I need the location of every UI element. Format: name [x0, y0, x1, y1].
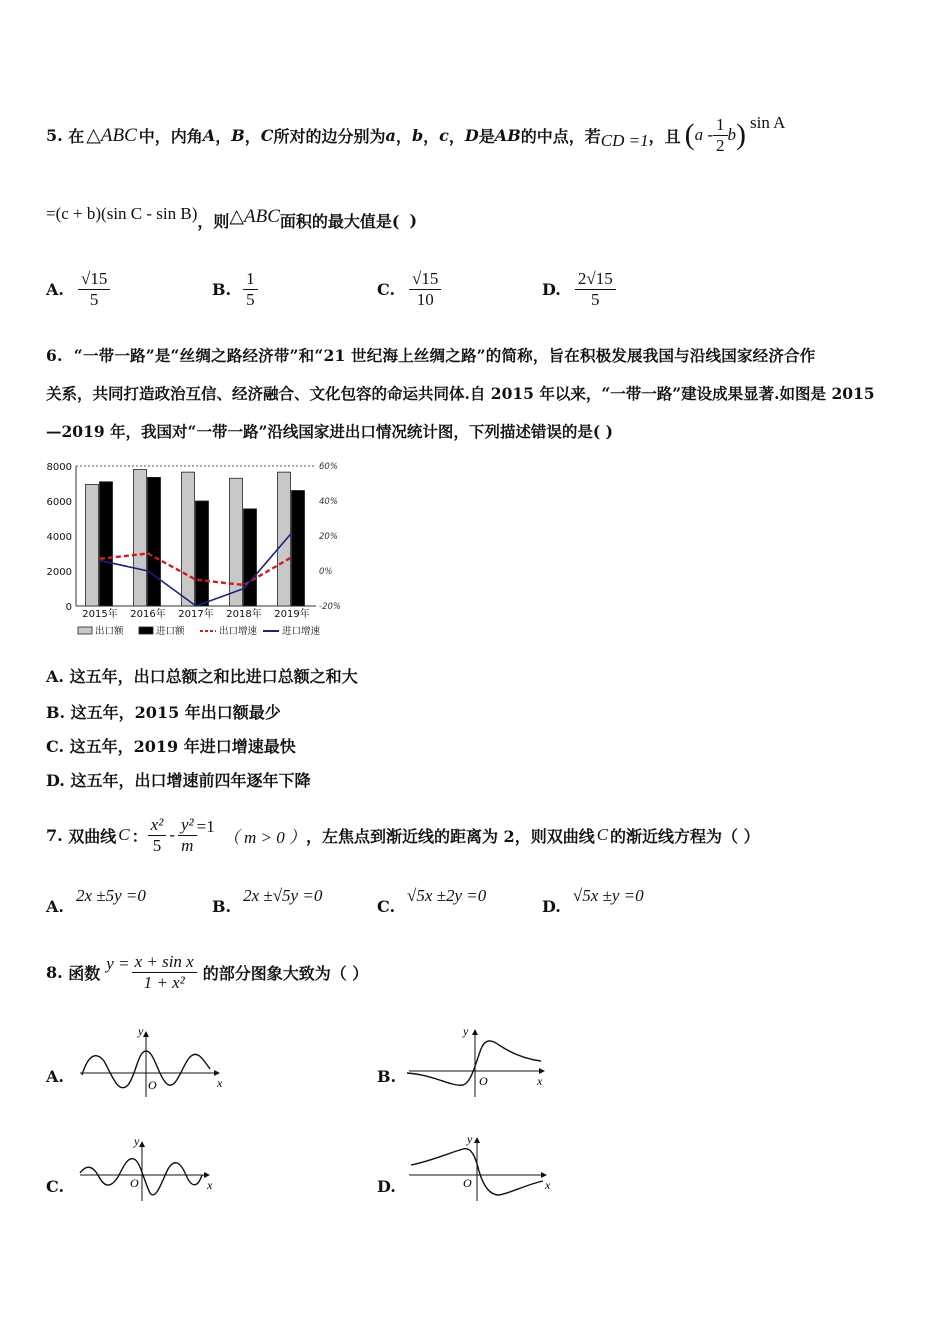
right-tick-label: 0% — [319, 567, 333, 577]
q6-option-c[interactable]: C. 这五年，2019 年进口增速最快 — [46, 737, 296, 756]
bar-import — [196, 501, 209, 606]
q7-option-c[interactable]: C. √5x ±2y =0 — [377, 886, 487, 916]
q5-option-b[interactable]: B. $\frac{1}{5}$ — [212, 262, 258, 316]
svg-text:O: O — [463, 1176, 472, 1190]
q5-cd-condition: CD =1 — [600, 131, 649, 150]
graph-curve — [407, 1041, 541, 1085]
trade-chart-svg — [40, 456, 350, 646]
q8-option-b[interactable]: B. y x O — [377, 1025, 577, 1105]
graph-d-svg — [405, 1135, 555, 1215]
right-tick-label: 40% — [319, 497, 338, 507]
q7-x-fraction: $\frac{\text{x²}}{5}$ — [148, 815, 167, 855]
q6-option-b[interactable]: B. 这五年，2015 年出口额最少 — [46, 703, 281, 722]
svg-text:y: y — [463, 1025, 469, 1038]
q7-option-d[interactable]: D. √5x ±y =0 — [542, 886, 644, 916]
svg-text:y: y — [138, 1025, 144, 1038]
left-tick-label: 6000 — [46, 497, 72, 508]
y-arrow-icon — [139, 1141, 145, 1147]
q7-options — [46, 880, 686, 920]
bar-import — [100, 482, 113, 606]
q5-triangle: △ABC — [86, 124, 137, 146]
q8-line: 8. 函数 y = $\frac{\text{x + sin x}}{\text{1 + x²}}$ 的部分图象大致为（ ） — [46, 951, 369, 992]
legend-swatch — [139, 627, 153, 634]
graph-c-svg — [76, 1135, 226, 1215]
x-tick-label: 2015年 — [82, 609, 118, 620]
bar-import — [292, 491, 305, 607]
q6-option-d[interactable]: D. 这五年，出口增速前四年逐年下降 — [46, 771, 311, 790]
q5-triangle-2: △ABC — [229, 205, 280, 227]
bar-import — [244, 509, 257, 606]
graph-b-svg — [405, 1025, 555, 1105]
q7-option-a[interactable]: A. 2x ±5y =0 — [46, 886, 146, 916]
q8-function-fraction: $\frac{\text{x + sin x}}{\text{1 + x²}}$ — [132, 952, 197, 992]
legend-label: 进口增速 — [282, 626, 321, 637]
y-arrow-icon — [474, 1137, 480, 1143]
bar-export — [230, 478, 243, 606]
q5-options — [46, 262, 646, 318]
q6-line3: —2019 年，我国对“一带一路”沿线国家进出口情况统计图，下列描述错误的是( ) — [46, 422, 613, 441]
bar-export — [182, 472, 195, 606]
graph-a-svg — [76, 1025, 226, 1105]
q5-option-a[interactable]: A. $\frac{√15}{5}$ — [46, 262, 110, 316]
bar-export — [86, 484, 99, 606]
bar-export — [134, 470, 147, 607]
bar-export — [278, 472, 291, 606]
svg-text:x: x — [545, 1178, 551, 1192]
svg-text:y: y — [134, 1135, 140, 1148]
q7-option-b[interactable]: B. 2x ±√5y =0 — [212, 886, 323, 916]
graph-curve — [80, 1159, 202, 1195]
q5-expression: =(c + b)(sin C - sin B) — [46, 204, 198, 223]
svg-text:O: O — [479, 1074, 488, 1088]
y-arrow-icon — [472, 1029, 478, 1035]
left-tick-label: 2000 — [46, 567, 72, 578]
x-tick-label: 2016年 — [130, 609, 166, 620]
svg-text:x: x — [217, 1076, 223, 1090]
q5-line1: 5. 在 △ABC 中，内角 A ， B ， C 所对的边分别为 a ， b ， c ， D 是 AB 的中点，若 CD =1 ，且 ( a - $\frac{1}{2}$ b ) sin A — [46, 113, 786, 155]
right-tick-label: 20% — [319, 532, 338, 542]
q6-option-a[interactable]: A. 这五年，出口总额之和比进口总额之和大 — [46, 667, 358, 686]
q5-number: 5. — [46, 125, 63, 145]
x-tick-label: 2018年 — [226, 609, 262, 620]
svg-text:x: x — [537, 1074, 543, 1088]
x-tick-label: 2017年 — [178, 609, 214, 620]
q8-option-d[interactable]: D. y x O — [377, 1135, 577, 1215]
right-tick-label: 60% — [319, 462, 338, 472]
svg-text:x: x — [207, 1178, 213, 1192]
q5-line2: =(c + b)(sin C - sin B) ，则 △ABC 面积的最大值是( ) — [46, 204, 418, 231]
q5-half-fraction: $\frac{1}{2}$ — [713, 115, 728, 155]
svg-text:O: O — [148, 1078, 157, 1092]
q5-option-c[interactable]: C. $\frac{√15}{10}$ — [377, 262, 441, 316]
svg-text:O: O — [130, 1176, 139, 1190]
legend-label: 出口增速 — [219, 626, 258, 637]
left-tick-label: 4000 — [46, 532, 72, 543]
q8-option-a[interactable]: A. y x O — [46, 1025, 246, 1105]
legend-label: 出口额 — [95, 626, 124, 637]
q6-line2: 关系，共同打造政治互信、经济融合、文化包容的命运共同体.自 2015 年以来，“一带一路”建设成果显著.如图是 2015 — [46, 384, 875, 403]
q6-line1: 6. “一带一路”是“丝绸之路经济带”和“21 世纪海上丝绸之路”的简称，旨在积极发展我国与沿线国家经济合作 — [46, 346, 816, 365]
legend-label: 进口额 — [156, 626, 185, 637]
bar-import — [148, 477, 161, 606]
q7-line: 7. 双曲线 C ： $\frac{\text{x²}}{5}$ - $\frac{\text{y²}}{m}$ =1 （ m > 0 ） ，左焦点到渐近线的距离为 2，则双曲线 C 的渐近线方程为（ ） — [46, 814, 760, 855]
q5-option-d[interactable]: D. $\frac{2√15}{5}$ — [542, 262, 616, 316]
trade-chart — [40, 456, 350, 646]
left-tick-label: 0 — [65, 602, 72, 613]
y-arrow-icon — [143, 1031, 149, 1037]
left-tick-label: 8000 — [46, 462, 72, 473]
q5-text: 在 — [68, 126, 85, 146]
x-tick-label: 2019年 — [274, 609, 310, 620]
svg-text:y: y — [467, 1135, 473, 1146]
q8-option-c[interactable]: C. y x O — [46, 1135, 246, 1215]
right-tick-label: -20% — [319, 602, 341, 612]
q7-y-fraction: $\frac{\text{y²}}{m}$ — [178, 815, 197, 855]
legend-swatch — [78, 627, 92, 634]
